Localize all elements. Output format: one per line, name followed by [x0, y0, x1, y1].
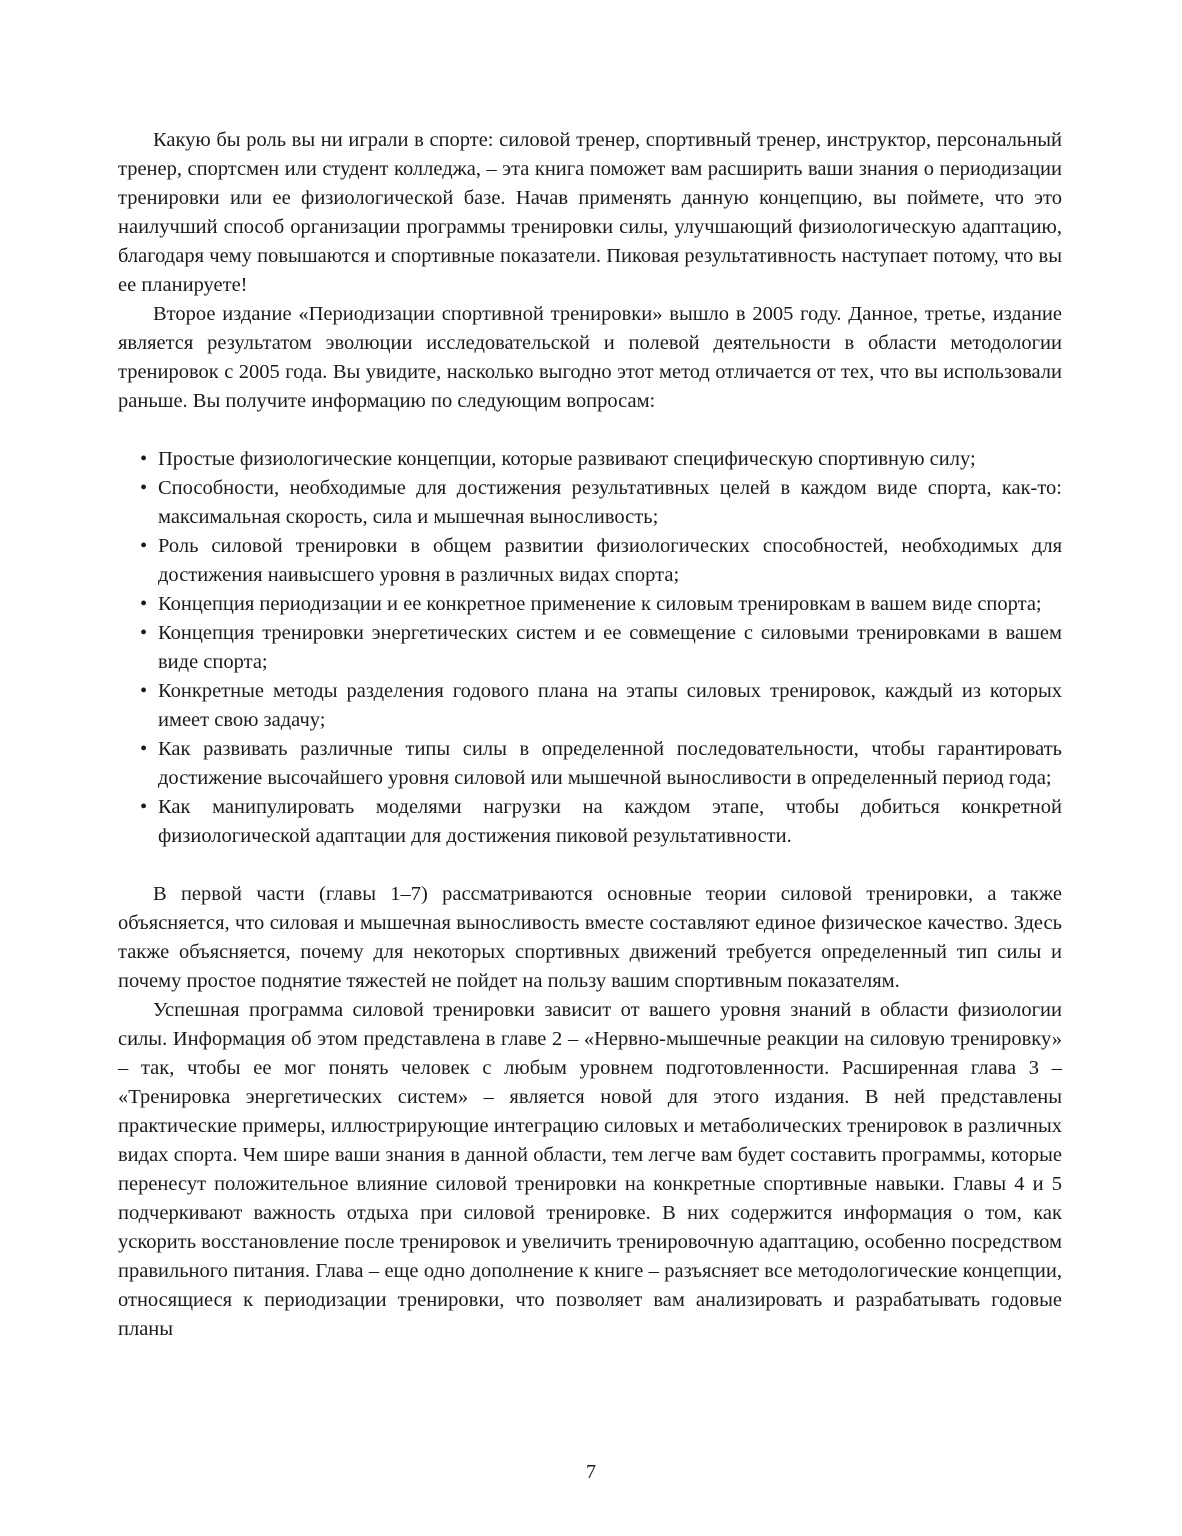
bullet-text: Как развивать различные типы силы в определенной последовательности, чтобы гарантировать достижение высочайшего уровня силовой или мышечной выносливости в определенный период года; [158, 738, 1062, 789]
bullet-list [118, 445, 1062, 851]
bullet-mark: • [140, 796, 148, 818]
bullet-text: Способности, необходимые для достижения результативных целей в каждом виде спорта, как-то: максимальная скорость, сила и мышечная выносливость; [158, 477, 1062, 528]
bullet-mark: • [140, 622, 148, 644]
bullet-item [118, 474, 1062, 532]
intro-paragraph-2: Второе издание «Периодизации спортивной тренировки» вышло в 2005 году. Данное, третье, издание является результатом эволюции исследовательской и полевой деятельности в области методологии тренировок с 2005 года. Вы увидите, насколько выгодно этот метод отличается от тех, что вы использовали раньше. Вы получите информацию по следующим вопросам: [118, 303, 1062, 412]
bullet-item [118, 735, 1062, 793]
bullet-item [118, 793, 1062, 851]
bullet-mark: • [140, 738, 148, 760]
bullet-item [118, 619, 1062, 677]
bullet-mark: • [140, 593, 148, 615]
body-paragraph-1: В первой части (главы 1–7) рассматриваются основные теории силовой тренировки, а также объясняется, что силовая и мышечная выносливость вместе составляют единое физическое качество. Здесь также объясняется, почему для некоторых спортивных движений требуется определенный тип силы и почему простое поднятие тяжестей не пойдет на пользу вашим спортивным показателям. [118, 883, 1062, 992]
bullet-text: Как манипулировать моделями нагрузки на каждом этапе, чтобы добиться конкретной физиологической адаптации для достижения пиковой результативности. [158, 796, 1062, 847]
bullet-mark: • [140, 448, 148, 470]
page-content [118, 126, 1062, 1344]
body-paragraph-2: Успешная программа силовой тренировки зависит от вашего уровня знаний в области физиологии силы. Информация об этом представлена в главе 2 – «Нервно-мышечные реакции на силовую тренировку» – так, чтобы ее мог понять человек с любым уровнем подготовленности. Расширенная глава 3 – «Тренировка энергетических систем» – является новой для этого издания. В ней представлены практические примеры, иллюстрирующие интеграцию силовых и метаболических тренировок в различных видах спорта. Чем шире ваши знания в данной области, тем легче вам будет составить программы, которые перенесут положительное влияние силовой тренировки на конкретные спортивные навыки. Главы 4 и 5 подчеркивают важность отдыха при силовой тренировке. В них содержится информация о том, как ускорить восстановление после тренировок и увеличить тренировочную адаптацию, особенно посредством правильного питания. Глава – еще одно дополнение к книге – разъясняет все методологические концепции, относящиеся к периодизации тренировки, что позволяет вам анализировать и разрабатывать годовые планы [118, 999, 1062, 1340]
bullet-text: Конкретные методы разделения годового плана на этапы силовых тренировок, каждый из которых имеет свою задачу; [158, 680, 1062, 731]
intro-paragraph-1: Какую бы роль вы ни играли в спорте: силовой тренер, спортивный тренер, инструктор, персональный тренер, спортсмен или студент колледжа, – эта книга поможет вам расширить ваши знания о периодизации тренировки или ее физиологической базе. Начав применять данную концепцию, вы поймете, что это наилучший способ организации программы тренировки силы, улучшающий физиологическую адаптацию, благодаря чему повышаются и спортивные показатели. Пиковая результативность наступает потому, что вы ее планируете! [118, 129, 1062, 296]
page-number: 7 [586, 1461, 596, 1483]
bullet-mark: • [140, 680, 148, 702]
bullet-item [118, 590, 1062, 619]
bullet-mark: • [140, 477, 148, 499]
bullet-item [118, 532, 1062, 590]
bullet-item [118, 445, 1062, 474]
bullet-text: Простые физиологические концепции, которые развивают специфическую спортивную силу; [158, 448, 976, 470]
bullet-item [118, 677, 1062, 735]
bullet-text: Роль силовой тренировки в общем развитии физиологических способностей, необходимых для достижения наивысшего уровня в различных видах спорта; [158, 535, 1062, 586]
bullet-text: Концепция тренировки энергетических систем и ее совмещение с силовыми тренировками в вашем виде спорта; [158, 622, 1062, 673]
bullet-text: Концепция периодизации и ее конкретное применение к силовым тренировкам в вашем виде спорта; [158, 593, 1042, 615]
bullet-mark: • [140, 535, 148, 557]
